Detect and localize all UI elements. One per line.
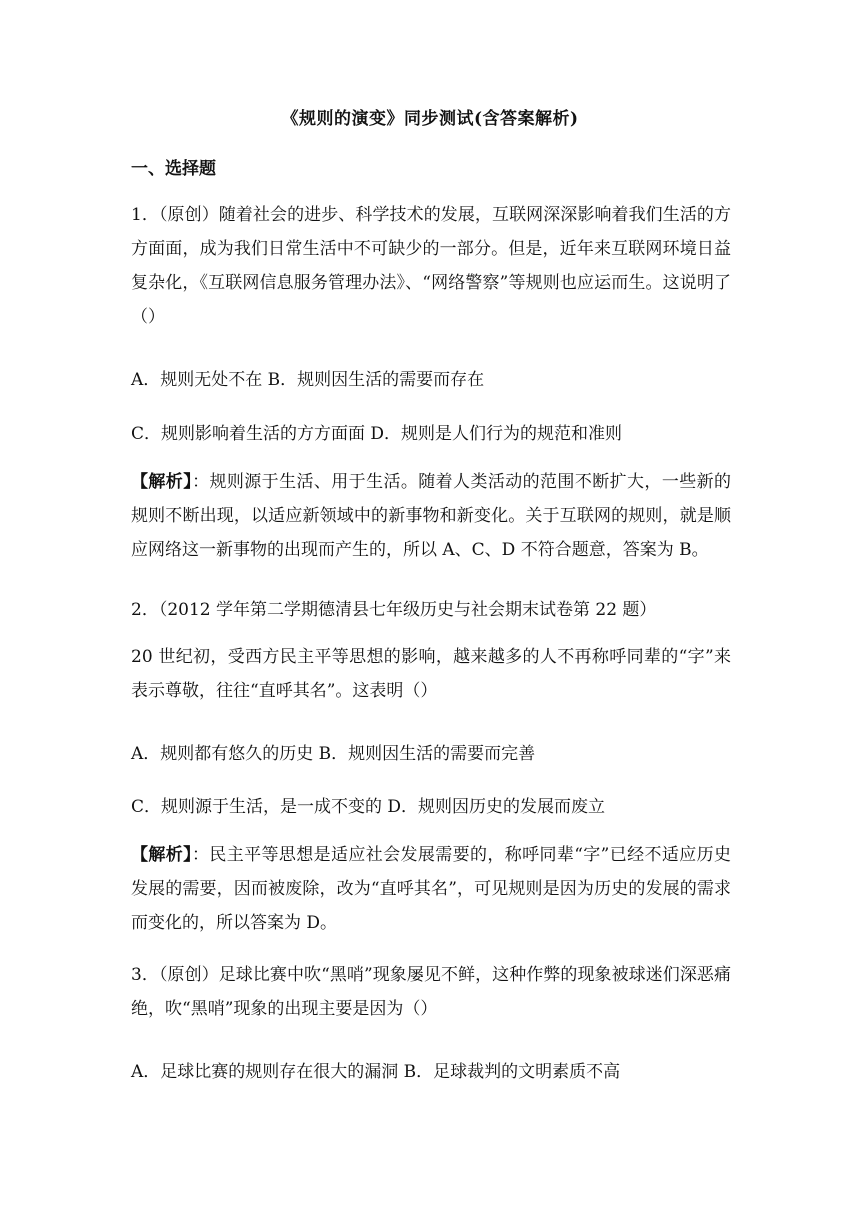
question-1-analysis [131, 465, 731, 567]
question-3-options-ab: A．足球比赛的规则存在很大的漏洞 B．足球裁判的文明素质不高 [131, 1062, 621, 1082]
question-2-source: 2．（2012 学年第二学期德清县七年级历史与社会期末试卷第 22 题） [131, 600, 657, 620]
question-1-stem: 1．（原创）随着社会的进步、科学技术的发展，互联网深深影响着我们生活的方方面面，成为我们日常生活中不可缺少的一部分。但是，近年来互联网环境日益复杂化，《互联网信息服务管理办法》、“网络警察”等规则也应运而生。这说明了（） [131, 205, 731, 327]
question-3-stem: 3．（原创）足球比赛中吹“黑哨”现象屡见不鲜，这种作弊的现象被球迷们深恶痛绝，吹“黑哨”现象的出现主要是因为（） [131, 965, 731, 1019]
analysis-label: 【解析】 [131, 845, 192, 865]
analysis-text: ：规则源于生活、用于生活。随着人类活动的范围不断扩大，一些新的规则不断出现，以适应新领域中的新事物和新变化。关于互联网的规则，就是顺应网络这一新事物的出现而产生的，所以 A、C、D 不符合题意，答案为 B。 [131, 472, 732, 560]
question-2-options-ab: A．规则都有悠久的历史 B．规则因生活的需要而完善 [131, 744, 536, 764]
question-2-analysis [131, 838, 731, 940]
analysis-text: ：民主平等思想是适应社会发展需要的，称呼同辈“字”已经不适应历史发展的需要，因而被废除，改为“直呼其名”，可见规则是因为历史的发展的需求而变化的，所以答案为 D。 [131, 845, 731, 933]
question-1-options-ab: A．规则无处不在 B．规则因生活的需要而存在 [131, 370, 485, 390]
question-2-options-cd: C．规则源于生活，是一成不变的 D．规则因历史的发展而废立 [131, 797, 606, 817]
document-title: 《规则的演变》同步测试(含答案解析) [281, 109, 579, 129]
question-2-stem: 20 世纪初，受西方民主平等思想的影响，越来越多的人不再称呼同辈的“字”来表示尊敬，往往“直呼其名”。这表明（） [131, 647, 731, 701]
question-1-options-cd: C．规则影响着生活的方方面面 D．规则是人们行为的规范和准则 [131, 424, 623, 444]
analysis-label: 【解析】 [131, 472, 193, 492]
section-heading: 一、选择题 [131, 159, 216, 179]
